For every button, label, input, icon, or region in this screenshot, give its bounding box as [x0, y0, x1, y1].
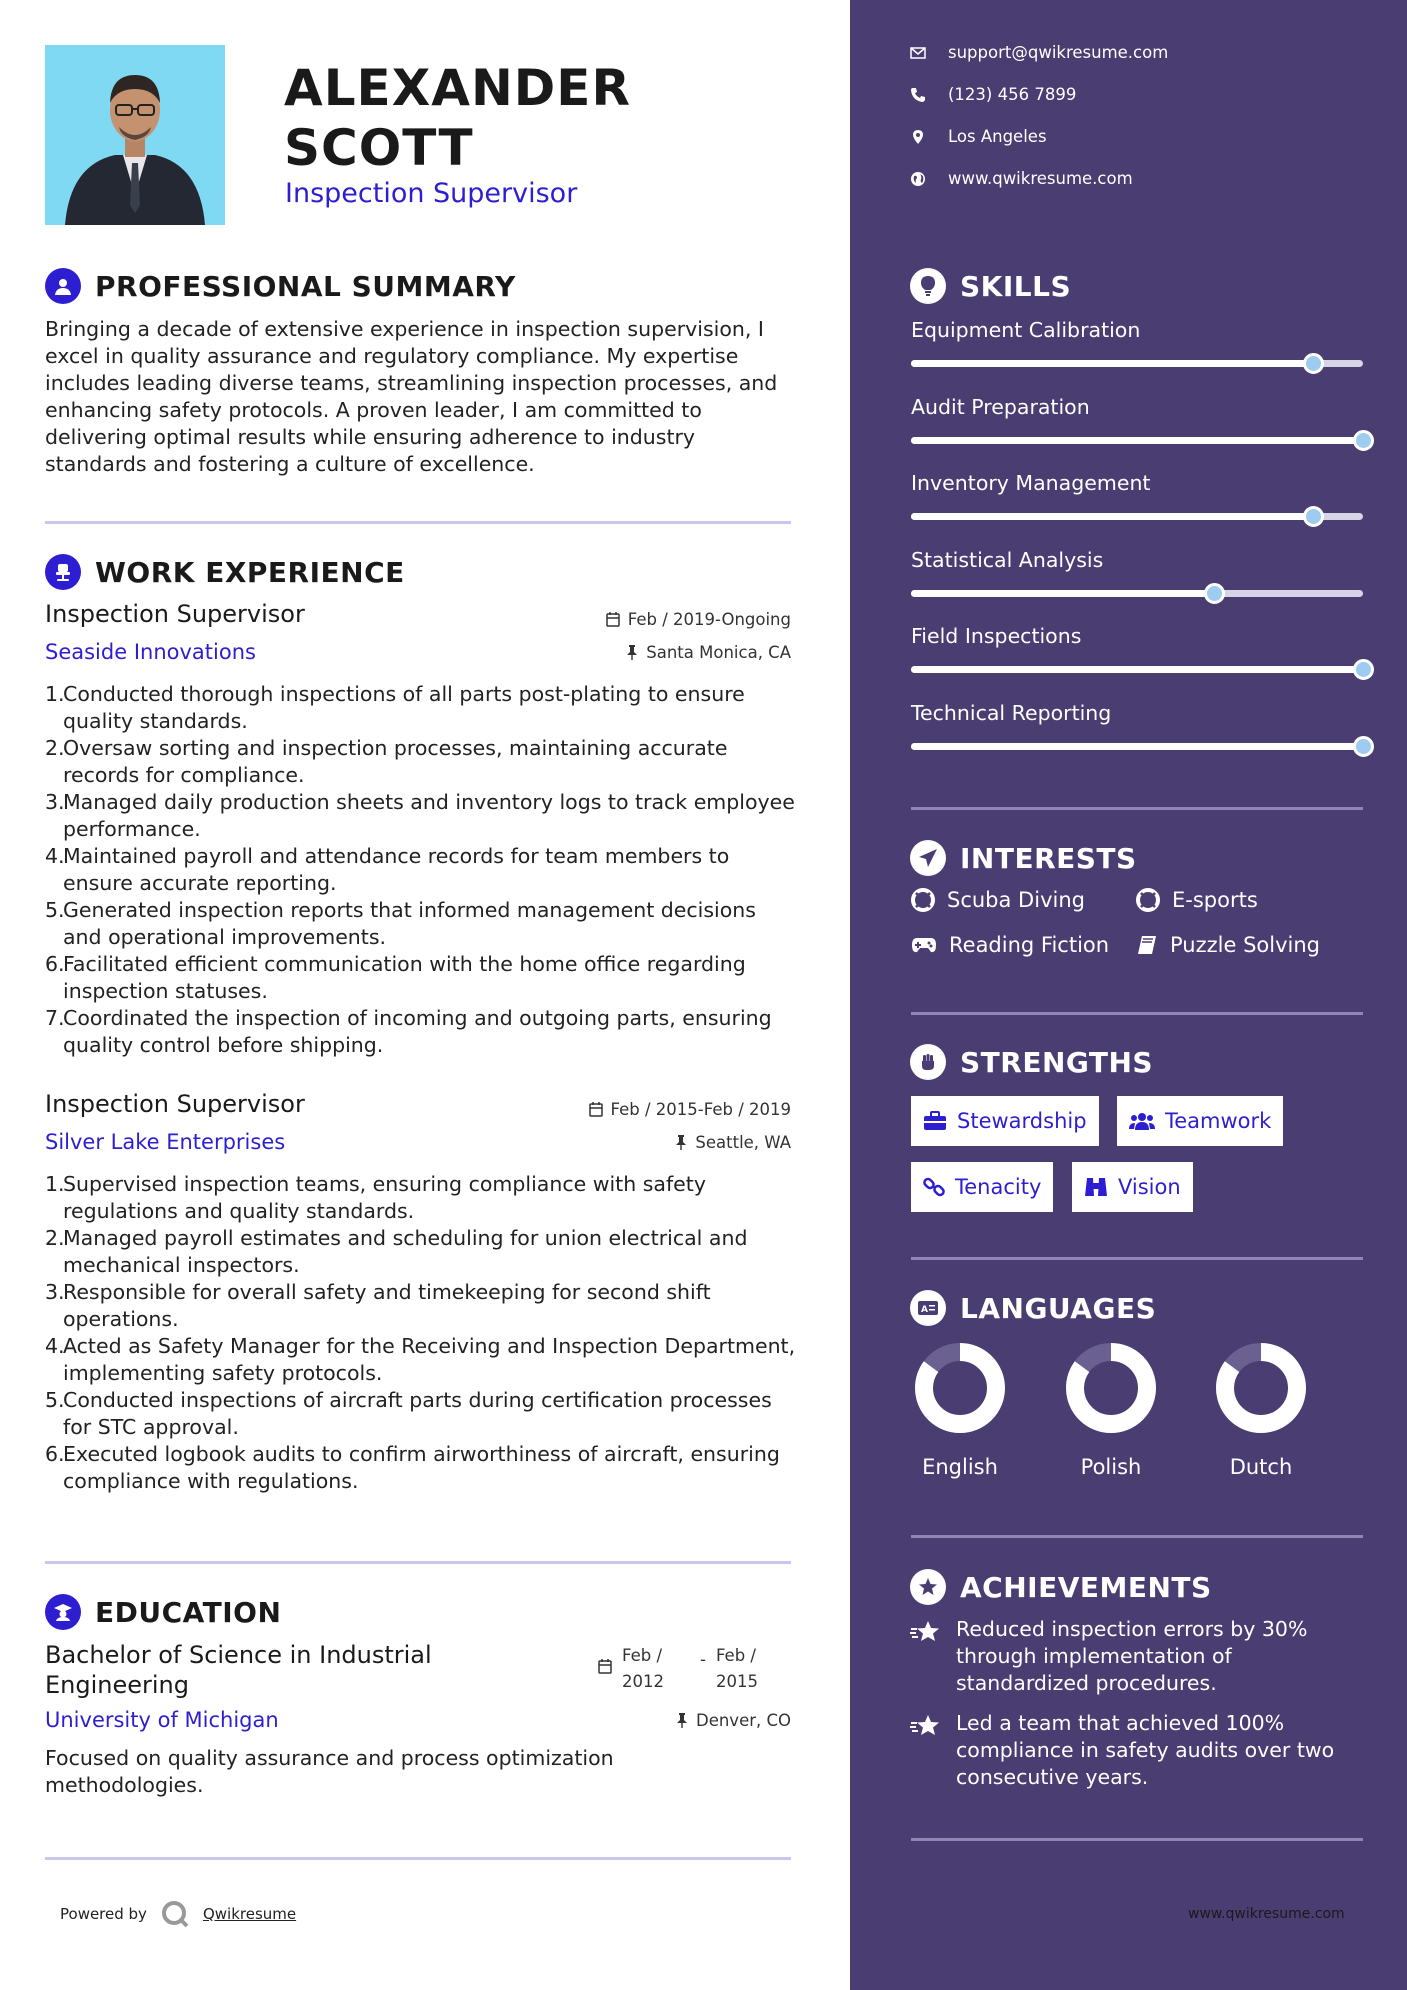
skills-title: SKILLS [960, 269, 1072, 303]
bullet-text: Generated inspection reports that informed management decisions and operational improvements. [63, 898, 756, 949]
list-item: 1. Conducted thorough inspections of all parts post-plating to ensure quality standards. [45, 681, 800, 735]
contact-location [910, 127, 1047, 146]
lifebuoy-icon [1136, 888, 1160, 912]
calendar-icon [589, 1102, 603, 1117]
skill-bar-fill [911, 743, 1363, 750]
contact-email[interactable] [910, 43, 1168, 62]
strength-label: Tenacity [955, 1175, 1042, 1199]
list-item: 6. Executed logbook audits to confirm airworthiness of aircraft, ensuring compliance with regulations. [45, 1441, 800, 1495]
skill-bar-fill [911, 437, 1363, 444]
skill-label: Technical Reporting [911, 700, 1112, 725]
strength-label: Vision [1118, 1175, 1181, 1199]
lifebuoy-icon [911, 888, 935, 912]
education-location-text: Denver, CO [695, 1711, 791, 1730]
work-title: WORK EXPERIENCE [95, 555, 405, 589]
skill-label: Inventory Management [911, 471, 1151, 495]
language-donut [915, 1343, 1005, 1433]
list-item: 3. Managed daily production sheets and inventory logs to track employee performance. [45, 789, 800, 843]
globe-icon [910, 171, 926, 187]
achievements-title: ACHIEVEMENTS [960, 1570, 1212, 1604]
website-text: www.qwikresume.com [948, 169, 1133, 188]
interest-e-sports [1136, 888, 1258, 912]
skill-label: Audit Preparation [911, 394, 1090, 419]
language-label: Dutch [1229, 1455, 1293, 1479]
skill-label: Statistical Analysis [911, 547, 1104, 572]
bullet-text: Conducted inspections of aircraft parts during certification processes for STC approval. [63, 1388, 772, 1439]
language-label: Polish [1080, 1455, 1142, 1479]
briefcase-icon [923, 1111, 947, 1131]
end-year: 2015 [715, 1672, 758, 1691]
map-marker-icon [910, 129, 926, 145]
language-donut [1066, 1343, 1156, 1433]
list-item: 6. Facilitated efficient communication with the home office regarding inspection statuses. [45, 951, 800, 1005]
star-badge-icon [910, 1569, 946, 1605]
start-year: 2012 [622, 1672, 664, 1691]
interest-puzzle-solving [1136, 933, 1320, 957]
education-heading [45, 1594, 281, 1630]
skills-heading [910, 268, 1071, 304]
contact-website[interactable] [910, 169, 1133, 188]
pin-icon [626, 645, 638, 660]
qwikresume-link[interactable]: Qwikresume [202, 1905, 297, 1923]
bullet-text: Acted as Safety Manager for the Receiving and Inspection Department, implementing safety protocols. [63, 1334, 796, 1385]
skill-label: Equipment Calibration [911, 318, 1141, 342]
education-dates [598, 1643, 758, 1695]
degree-line-2: Engineering [45, 1671, 189, 1699]
education-description: Focused on quality assurance and process optimization methodologies. [45, 1746, 614, 1797]
pin-icon [676, 1713, 688, 1728]
skill-bar [911, 513, 1363, 520]
office-chair-icon [45, 554, 81, 590]
footer-site[interactable]: www.qwikresume.com [1188, 1906, 1345, 1922]
end-month: Feb / [715, 1646, 756, 1665]
divider [911, 1012, 1363, 1015]
skill-bar [911, 437, 1363, 444]
skill-bar [911, 590, 1363, 597]
pin-icon [675, 1135, 687, 1150]
divider [45, 1561, 791, 1564]
lightbulb-icon [910, 268, 946, 304]
education-title: EDUCATION [95, 1595, 282, 1629]
skill-bar [911, 360, 1363, 367]
strength-chip-vision [1072, 1162, 1193, 1212]
list-item: 5. Conducted inspections of aircraft parts during certification processes for STC approval. [45, 1387, 800, 1441]
list-item: 7. Coordinated the inspection of incoming and outgoing parts, ensuring quality control before shipping. [45, 1005, 800, 1059]
binoculars-icon [1084, 1176, 1108, 1198]
interest-label: E-sports [1172, 888, 1258, 912]
svg-text:A: A [921, 1305, 928, 1315]
fist-icon [910, 1044, 946, 1080]
job-1-date-text: Feb / 2019-Ongoing [627, 610, 791, 629]
bullet-text: Oversaw sorting and inspection processes, maintaining accurate records for compliance. [63, 736, 728, 787]
star-icon [910, 1714, 942, 1738]
strength-label: Stewardship [957, 1109, 1087, 1133]
education-location [676, 1711, 791, 1730]
job-2-title: Inspection Supervisor [45, 1090, 305, 1118]
job-2-date-text: Feb / 2015-Feb / 2019 [610, 1100, 791, 1119]
strength-label: Teamwork [1165, 1109, 1272, 1133]
bullet-text: Maintained payroll and attendance records for team members to ensure accurate reporting. [63, 844, 730, 895]
bullet-text: Coordinated the inspection of incoming and outgoing parts, ensuring quality control before shipping. [63, 1006, 772, 1057]
achievement-text: Reduced inspection errors by 30% through implementation of standardized procedures. [956, 1617, 1308, 1695]
list-item: 4. Maintained payroll and attendance records for team members to ensure accurate reporting. [45, 843, 800, 897]
graduate-icon [45, 1594, 81, 1630]
achievement-text: Led a team that achieved 100% compliance in safety audits over two consecutive years. [956, 1711, 1335, 1789]
language-donut [1216, 1343, 1306, 1433]
interest-label: Scuba Diving [947, 888, 1085, 912]
skill-bar-knob [1353, 736, 1374, 757]
users-icon [1129, 1111, 1155, 1131]
skill-bar-fill [911, 360, 1313, 367]
interests-title: INTERESTS [960, 841, 1137, 875]
skill-bar-knob [1204, 583, 1225, 604]
email-text: support@qwikresume.com [948, 43, 1169, 62]
summary-text: Bringing a decade of extensive experience in inspection supervision, I excel in quality assurance and regulatory compliance. My expertise includes leading diverse teams, streamlining inspection processes, and enhancing safety protocols. A proven leader, I am committed to delivering optimal results while ensuring adherence to industry standards and fostering a culture of excellence. [45, 317, 778, 476]
job-1-company: Seaside Innovations [45, 640, 256, 664]
strength-chip-tenacity [911, 1162, 1053, 1212]
name-line-2: SCOTT [284, 119, 474, 177]
user-icon [45, 268, 81, 304]
calendar-icon [598, 1659, 612, 1674]
degree-line-1: Bachelor of Science in Industrial [45, 1641, 432, 1669]
book-icon [1136, 934, 1158, 956]
skill-bar-fill [911, 513, 1313, 520]
skill-bar-fill [911, 590, 1214, 597]
divider [911, 807, 1363, 810]
start-month: Feb / [622, 1646, 663, 1665]
achievement-item [910, 1710, 1370, 1791]
job-1-location [626, 643, 791, 662]
bullet-text: Managed daily production sheets and inventory logs to track employee performance. [63, 790, 795, 841]
interest-reading-fiction [911, 933, 1109, 957]
paper-plane-icon [910, 840, 946, 876]
list-item: 1. Supervised inspection teams, ensuring compliance with safety regulations and quality standards. [45, 1171, 800, 1225]
achievement-item [910, 1616, 1370, 1697]
list-item: 5. Generated inspection reports that informed management decisions and operational improvements. [45, 897, 800, 951]
list-item: 2. Managed payroll estimates and scheduling for union electrical and mechanical inspectors. [45, 1225, 800, 1279]
summary-title: PROFESSIONAL SUMMARY [95, 269, 516, 303]
name-line-1: ALEXANDER [284, 59, 631, 117]
job-2-bullets [45, 1171, 800, 1495]
divider [45, 521, 791, 524]
footer-powered-by [60, 1900, 296, 1928]
bullet-text: Executed logbook audits to confirm airworthiness of aircraft, ensuring compliance with regulations. [63, 1442, 780, 1493]
qwikresume-logo-icon [161, 1900, 189, 1928]
profile-photo [45, 45, 225, 225]
envelope-icon [910, 47, 926, 59]
bullet-text: Responsible for overall safety and timekeeping for second shift operations. [63, 1280, 711, 1331]
interest-label: Puzzle Solving [1170, 933, 1320, 957]
job-1-dates [606, 610, 791, 629]
interest-scuba-diving [911, 888, 1085, 912]
skill-bar-knob [1353, 430, 1374, 451]
phone-icon [910, 87, 926, 103]
languages-heading [910, 1290, 1156, 1326]
language-icon [910, 1290, 946, 1326]
languages-title: LANGUAGES [960, 1291, 1157, 1325]
skill-label: Field Inspections [911, 624, 1082, 648]
bullet-text: Managed payroll estimates and scheduling for union electrical and mechanical inspectors. [63, 1226, 748, 1277]
work-heading [45, 554, 405, 590]
education-end [716, 1643, 758, 1695]
date-separator: - [700, 1650, 706, 1669]
language-label: English [922, 1455, 998, 1479]
skill-bar [911, 743, 1363, 750]
list-item: 2. Oversaw sorting and inspection processes, maintaining accurate records for compliance. [45, 735, 800, 789]
summary-heading [45, 268, 516, 304]
job-1-location-text: Santa Monica, CA [646, 643, 791, 662]
job-2-location [675, 1133, 791, 1152]
bullet-text: Supervised inspection teams, ensuring compliance with safety regulations and quality standards. [63, 1172, 706, 1223]
bullet-text: Facilitated efficient communication with the home office regarding inspection statuses. [63, 952, 746, 1003]
interests-heading [910, 840, 1137, 876]
contact-phone[interactable] [910, 85, 1076, 104]
job-role: Inspection Supervisor [285, 178, 578, 209]
gamepad-icon [911, 936, 937, 954]
job-2-company: Silver Lake Enterprises [45, 1130, 286, 1154]
phone-text: (123) 456 7899 [948, 85, 1077, 104]
strengths-heading [910, 1044, 1153, 1080]
divider [911, 1257, 1363, 1260]
job-1-bullets [45, 681, 800, 1059]
education-start [622, 1643, 664, 1695]
job-2-location-text: Seattle, WA [695, 1133, 791, 1152]
candidate-name [284, 58, 631, 178]
strength-chip-teamwork [1117, 1096, 1283, 1146]
list-item: 4. Acted as Safety Manager for the Receiving and Inspection Department, implementing safety protocols. [45, 1333, 800, 1387]
degree [45, 1640, 432, 1700]
school: University of Michigan [45, 1708, 279, 1732]
skill-bar-knob [1353, 659, 1374, 680]
location-text: Los Angeles [948, 127, 1047, 146]
strength-chip-stewardship [911, 1096, 1099, 1146]
powered-by-label: Powered by [60, 1905, 147, 1923]
skill-bar [911, 666, 1363, 673]
strengths-title: STRENGTHS [960, 1045, 1154, 1079]
divider [45, 1857, 791, 1860]
job-2-dates [589, 1100, 791, 1119]
bullet-text: Conducted thorough inspections of all parts post-plating to ensure quality standards. [63, 682, 745, 733]
divider [911, 1838, 1363, 1841]
interest-label: Reading Fiction [949, 933, 1110, 957]
achievements-heading [910, 1569, 1212, 1605]
calendar-icon [606, 612, 620, 627]
divider [911, 1535, 1363, 1538]
skill-bar-fill [911, 666, 1363, 673]
link-icon [923, 1176, 945, 1198]
job-1-title: Inspection Supervisor [45, 600, 305, 628]
list-item: 3. Responsible for overall safety and timekeeping for second shift operations. [45, 1279, 800, 1333]
star-icon [910, 1620, 942, 1644]
